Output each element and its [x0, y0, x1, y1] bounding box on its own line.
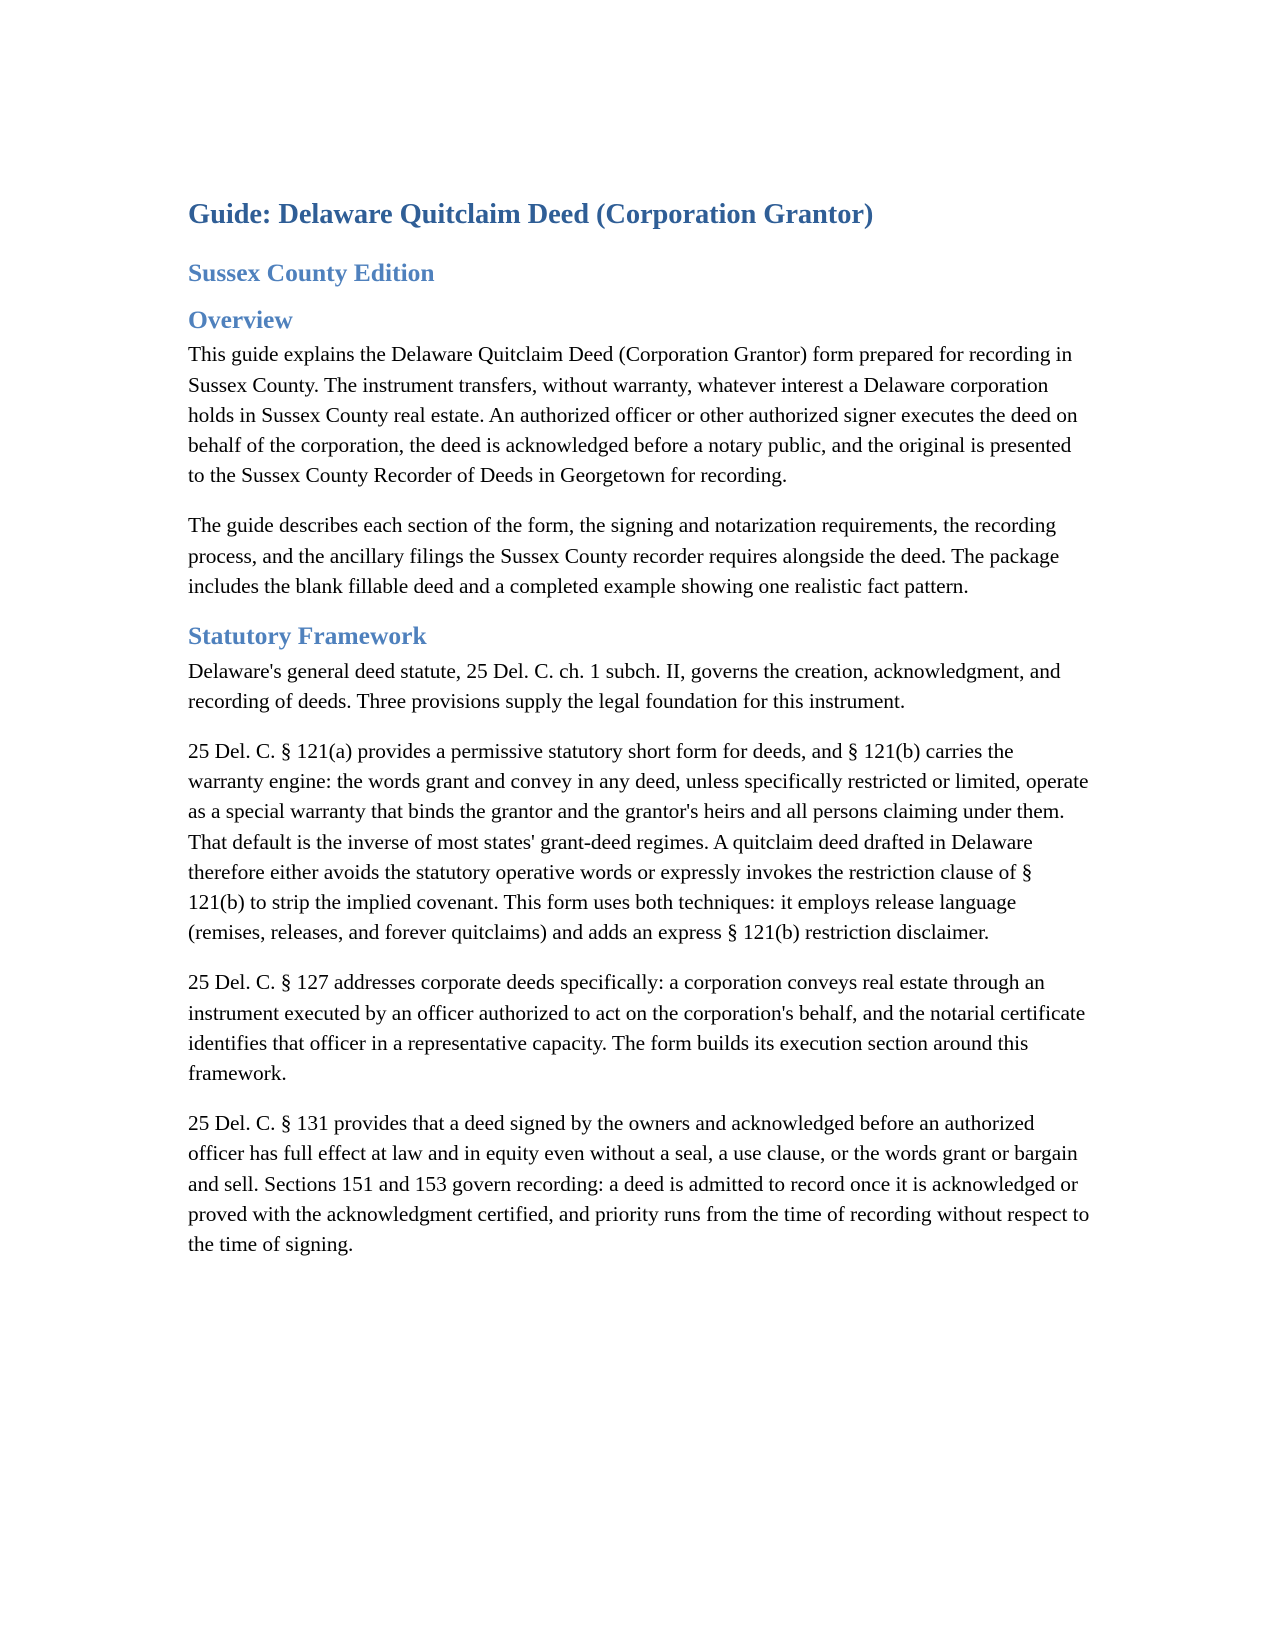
- document-title: Guide: Delaware Quitclaim Deed (Corporation Grantor): [188, 199, 874, 230]
- statutory-paragraph-2: 25 Del. C. § 121(a) provides a permissive statutory short form for deeds, and § 121(b) carries the warranty engine: the words grant and convey in any deed, unless specifically restricted or limited, operate as a special warranty that binds the grantor and the grantor's heirs and all persons claiming under them. That default is the inverse of most states' grant-deed regimes. A quitclaim deed drafted in Delaware therefore either avoids the statutory operative words or expressly invokes the restriction clause of § 121(b) to strip the implied covenant. This form uses both techniques: it employs release language (remises, releases, and forever quitclaims) and adds an express § 121(b) restriction disclaimer.: [188, 739, 1089, 945]
- statutory-paragraph-4: 25 Del. C. § 131 provides that a deed signed by the owners and acknowledged before an authorized officer has full effect at law and in equity even without a seal, a use clause, or the words grant or bargain and sell. Sections 151 and 153 govern recording: a deed is admitted to record once it is acknowledged or proved with the acknowledgment certified, and priority runs from the time of recording without respect to the time of signing.: [188, 1111, 1090, 1257]
- section-statutory-framework: [188, 621, 1093, 1259]
- statutory-paragraph-3: 25 Del. C. § 127 addresses corporate deeds specifically: a corporation conveys real estate through an instrument executed by an officer authorized to act on the corporation's behalf, and the notarial certificate identifies that officer in a representative capacity. The form builds its execution section around this framework.: [188, 970, 1086, 1086]
- statutory-paragraph-1: Delaware's general deed statute, 25 Del. C. ch. 1 subch. II, governs the creation, acknowledgment, and recording of deeds. Three provisions supply the legal foundation for this instrument.: [188, 658, 1061, 713]
- document-subtitle: Sussex County Edition: [188, 258, 435, 288]
- section-overview: [188, 305, 1093, 601]
- document-page: [188, 198, 1093, 1279]
- section-heading-statutory-framework: Statutory Framework: [188, 621, 427, 650]
- overview-paragraph-2: The guide describes each section of the form, the signing and notarization requirements, the recording process, and the ancillary filings the Sussex County recorder requires alongside the deed. The package includes the blank fillable deed and a completed example showing one realistic fact pattern.: [188, 513, 1060, 598]
- overview-paragraph-1: This guide explains the Delaware Quitclaim Deed (Corporation Grantor) form prepared for recording in Sussex County. The instrument transfers, without warranty, whatever interest a Delaware corporation holds in Sussex County real estate. An authorized officer or other authorized signer executes the deed on behalf of the corporation, the deed is acknowledged before a notary public, and the original is presented to the Sussex County Recorder of Deeds in Georgetown for recording.: [188, 342, 1078, 488]
- section-heading-overview: Overview: [188, 304, 293, 334]
